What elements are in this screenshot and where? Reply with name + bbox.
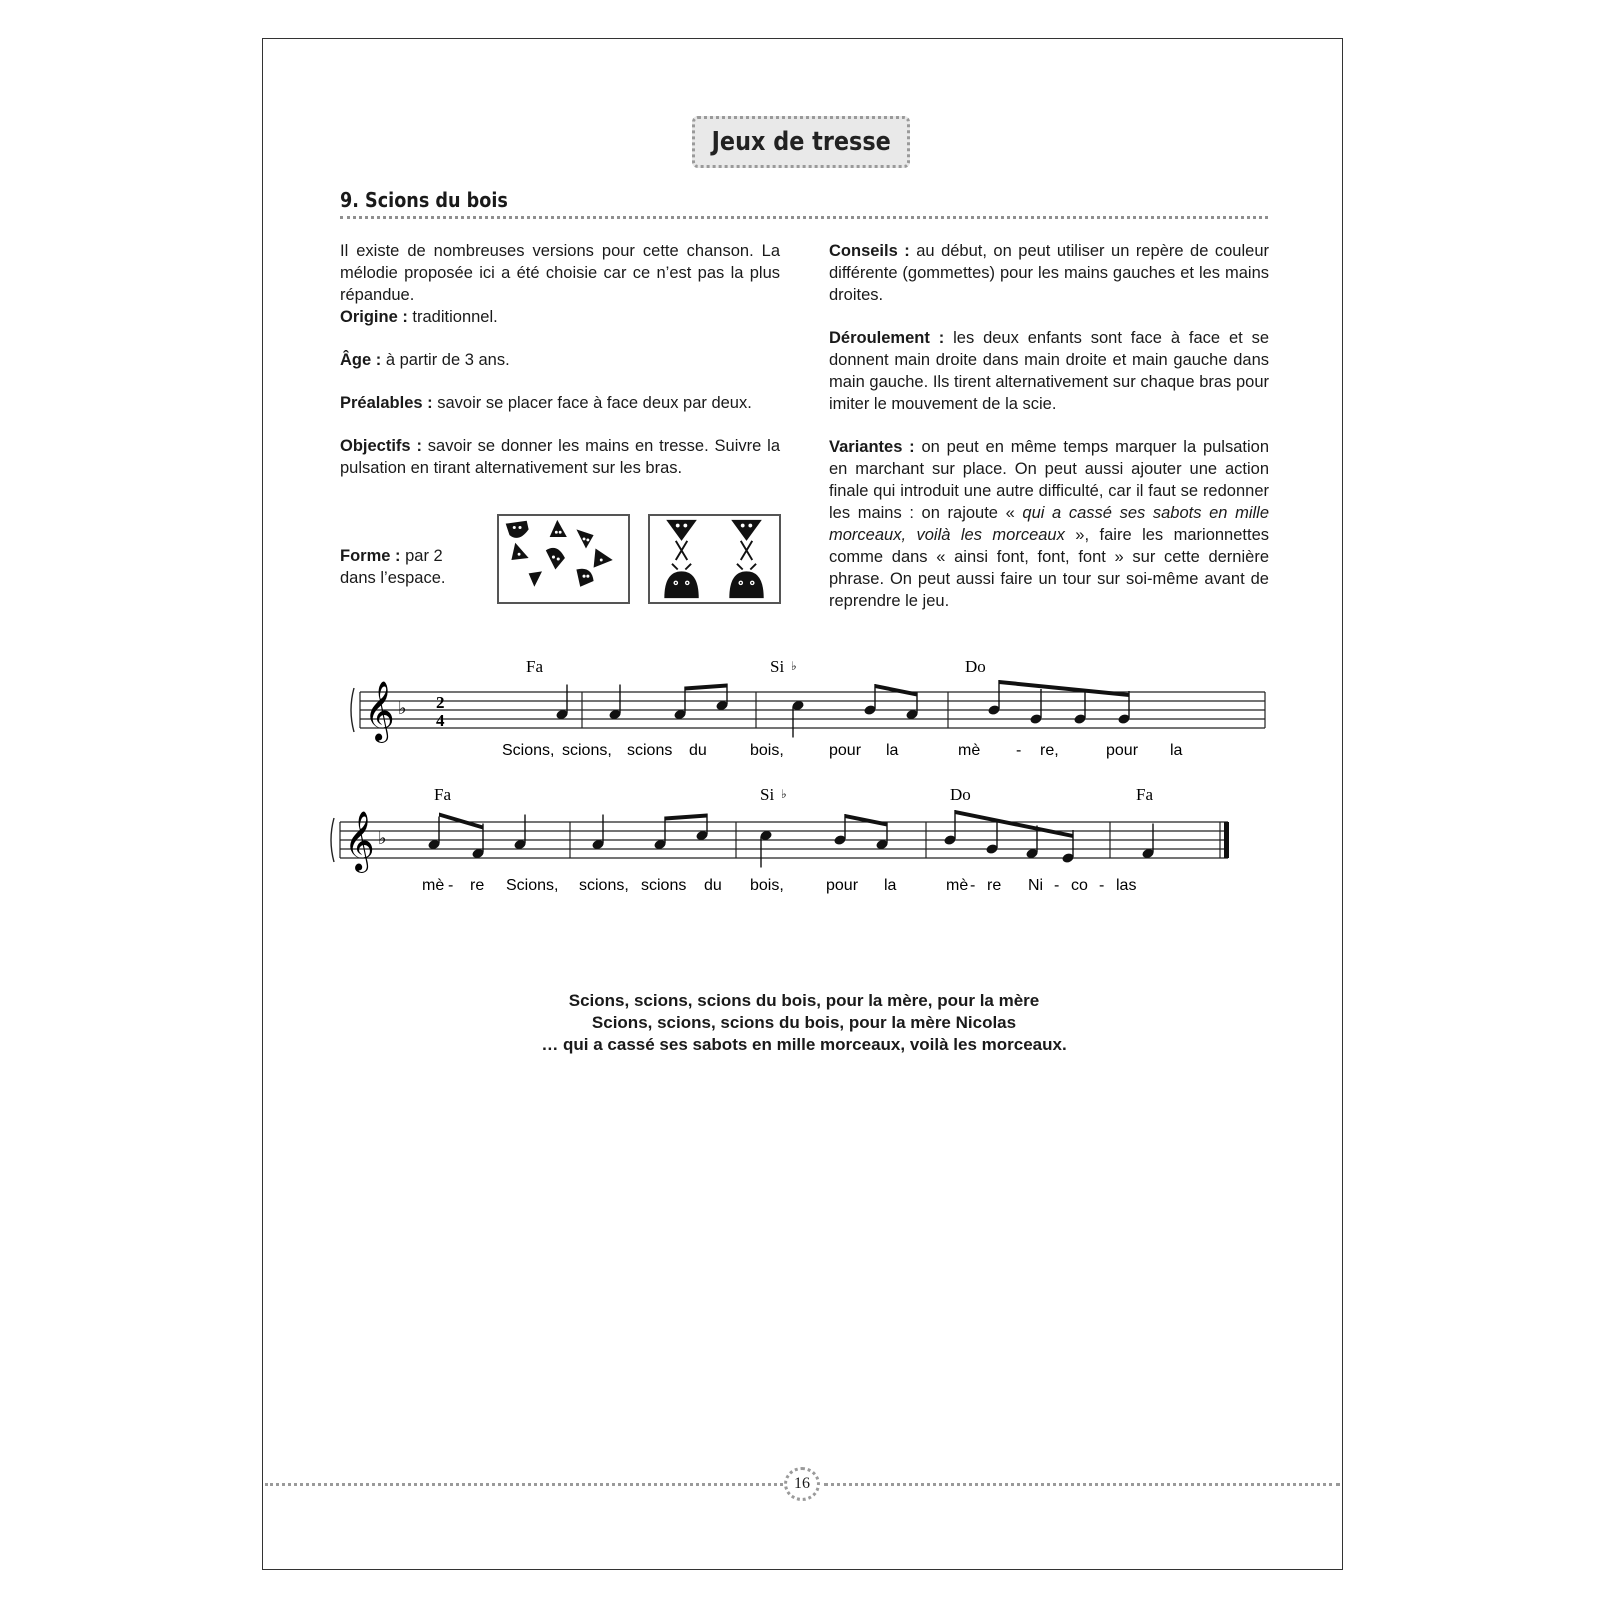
lyric-syllable: - [448,877,454,894]
lyric-syllable: la [886,742,899,759]
lyric-syllable: Scions, [506,877,559,894]
origine-text: traditionnel. [407,308,498,326]
music-score [330,657,1270,920]
lyric-syllable: pour [826,877,859,894]
flat-key-signature-icon: ♭ [378,828,387,849]
lyric-syllable: mè [946,877,969,894]
time-signature-bottom: 4 [436,711,445,730]
prealables-label: Préalables : [340,394,433,412]
lyric-syllable: la [1170,742,1183,759]
flat-key-signature-icon: ♭ [398,698,407,719]
note-beam [665,814,707,821]
intro-paragraph [340,240,780,328]
lyric-syllable: las [1116,877,1137,894]
variantes-italic: qui a cassé ses sabots en mille morceaux, voilà les morceaux [829,504,1269,544]
lyric-syllable: du [704,877,722,894]
objectifs-text: savoir se donner les mains en tresse. Suivre la pulsation en tirant alternativement sur les bras. [340,437,780,477]
lyric-syllable: Ni [1028,877,1044,894]
chord-symbol: Fa [1136,785,1153,804]
lyric-syllable: re [470,877,485,894]
note-beam [875,684,917,697]
refrain-line-1: Scions, scions, scions du bois, pour la mère, pour la mère [568,991,1040,1010]
conseils-paragraph [829,240,1269,306]
refrain-line-2: Scions, scions, scions du bois, pour la mère Nicolas [591,1013,1017,1032]
chord-symbol: Si [760,785,775,804]
lyric-syllable: - [1054,877,1060,894]
note-beam [685,684,727,691]
age-label: Âge : [340,351,382,369]
final-bar-thick [1224,822,1229,858]
deroulement-label: Déroulement : [829,329,945,347]
lyric-syllable: bois, [750,742,784,759]
chord-symbol: Si [770,657,785,676]
footer-divider-right [824,1483,1340,1486]
staff-bracket [331,818,334,862]
lyric-syllable: co [1071,877,1088,894]
conseils-label: Conseils : [829,242,910,260]
age-paragraph [340,349,780,371]
lyric-syllable: Scions, [502,742,555,759]
illustration-scattered-puppets [497,514,630,604]
chapter-title: Jeux de tresse [711,127,891,157]
prealables-paragraph [340,392,780,414]
lyric-syllable: scions, [579,877,629,894]
forme-text: par 2 dans l’espace. [340,547,446,587]
forme-label: Forme : [340,547,401,565]
variantes-paragraph [829,436,1269,612]
origine-label: Origine : [340,308,408,326]
illustration-puppet-pairs [648,514,781,604]
left-column [340,240,780,500]
lyric-syllable: scions, [562,742,612,759]
lyric-syllable: scions [627,742,673,759]
forme-paragraph [340,545,480,589]
lyric-syllable: pour [1106,742,1139,759]
time-signature-top: 2 [436,693,445,712]
lyric-syllable: mè [422,877,445,894]
lyric-syllable: - [1016,742,1022,759]
deroulement-paragraph [829,327,1269,415]
scattered-puppets-image [499,516,628,602]
lyric-syllable: - [970,877,976,894]
deroulement-text: les deux enfants sont face à face et se donnent main droite dans main droite et main gauche dans main gauche. Ils tirent alternativement sur chaque bras pour imiter le mouvement de la scie. [829,329,1270,413]
flat-sign-icon: ♭ [781,787,787,801]
conseils-text: au début, on peut utiliser un repère de couleur différente (gommettes) pour les mains gauches et les mains droites. [829,242,1269,304]
variantes-text-2: », faire les marionnettes comme dans « ainsi font, font, font » sur cette dernière phrase. On peut aussi faire un tour sur soi-même avant de reprendre le jeu. [829,526,1269,610]
lyric-syllable: mè [958,742,981,759]
chord-symbol: Fa [526,657,543,676]
objectifs-paragraph [340,435,780,479]
refrain-line-3: … qui a cassé ses sabots en mille morceaux, voilà les morceaux. [541,1035,1067,1054]
note-beam [955,810,1073,838]
intro-text: Il existe de nombreuses versions pour cette chanson. La mélodie proposée ici a été choisie car ce n’est pas la plus répandue. [340,242,780,304]
note-beam [845,814,887,827]
lyric-syllable: du [689,742,707,759]
page-number-badge [784,1467,820,1501]
lyric-syllable: bois, [750,877,784,894]
chord-symbol: Do [950,785,971,804]
treble-clef-icon: 𝄞 [344,811,375,871]
flat-sign-icon: ♭ [791,659,797,673]
age-text: à partir de 3 ans. [381,351,510,369]
footer-divider-left [265,1483,783,1486]
prealables-text: savoir se placer face à face deux par deux. [432,394,752,412]
treble-clef-icon: 𝄞 [364,681,395,741]
puppet-pairs-image [650,516,779,602]
variantes-text-1: on peut en même temps marquer la pulsation en marchant sur place. On peut aussi ajouter une action finale qui introduit une autre difficulté, car il faut se redonner les mains : on rajoute « [829,438,1269,522]
lyric-syllable: pour [829,742,862,759]
lyric-syllable: la [884,877,897,894]
lyric-syllable: re, [1040,742,1059,759]
chord-symbol: Fa [434,785,451,804]
refrain-lyrics [340,990,1268,1056]
staff-bracket [351,688,354,732]
music-score-svg [330,657,1270,920]
objectifs-label: Objectifs : [340,437,422,455]
section-title: 9. Scions du bois [340,188,508,212]
chapter-title-box [692,116,910,168]
lyric-syllable: scions [641,877,687,894]
chord-symbol: Do [965,657,986,676]
lyric-syllable: re [987,877,1002,894]
page-number: 16 [794,1475,810,1492]
note-beam [439,813,483,830]
variantes-label: Variantes : [829,438,915,456]
lyric-syllable: - [1099,877,1105,894]
note-beam [999,680,1129,697]
right-column [829,240,1269,633]
section-divider [340,216,1268,219]
